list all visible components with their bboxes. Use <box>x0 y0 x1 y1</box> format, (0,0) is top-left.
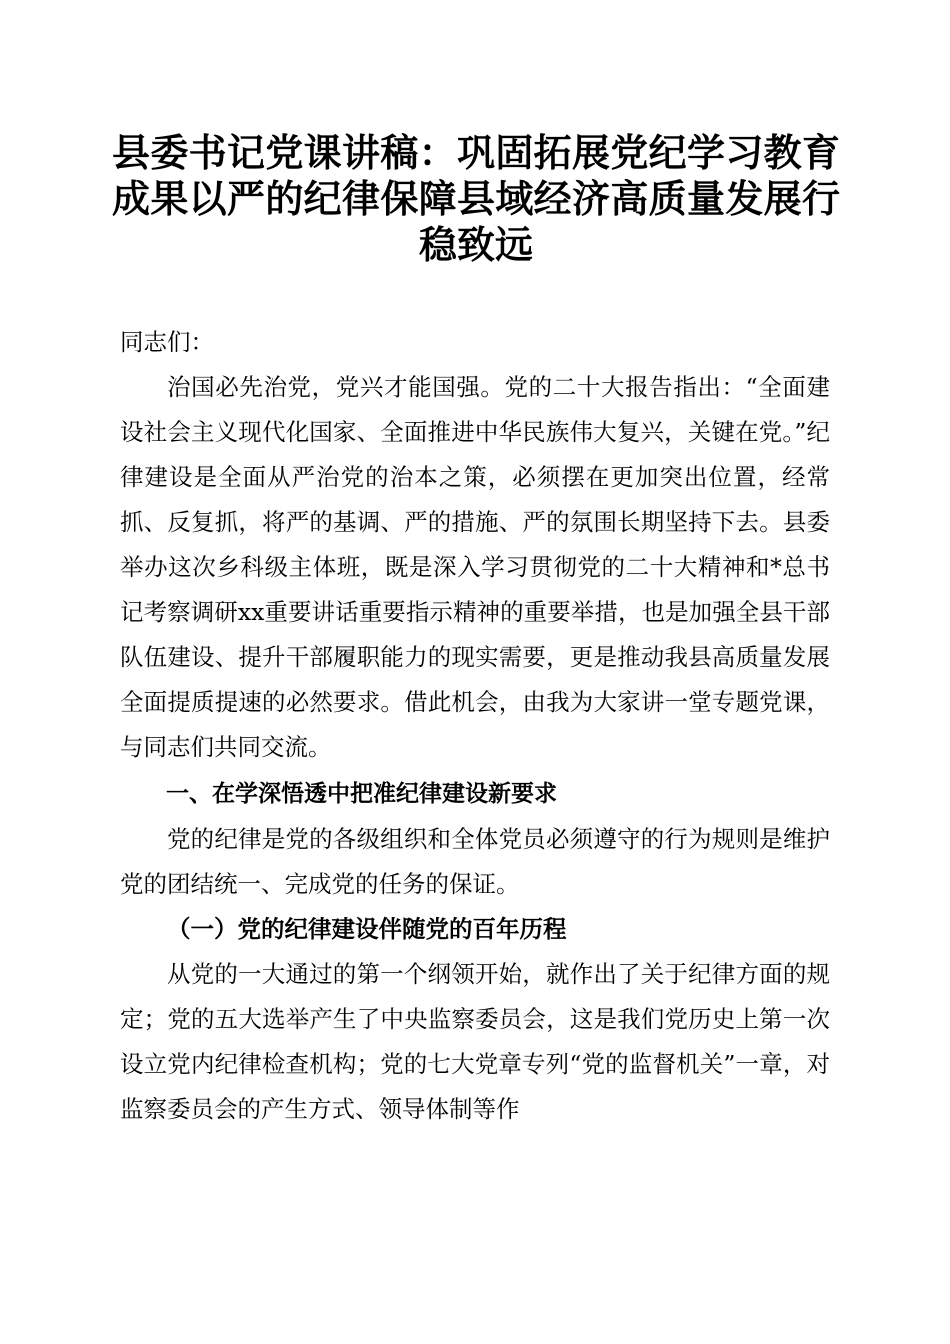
document-body <box>120 320 830 1132</box>
intro-paragraph: 治国必先治党，党兴才能国强。党的二十大报告指出：“全面建设社会主义现代化国家、全面推进中华民族伟大复兴，关键在党。”纪律建设是全面从严治党的治本之策，必须摆在更加突出位置，经常抓、反复抓，将严的基调、严的措施、严的氛围长期坚持下去。县委举办这次乡科级主体班，既是深入学习贯彻党的二十大精神和*总书记考察调研xx重要讲话重要指示精神的重要举措，也是加强全县干部队伍建设、提升干部履职能力的现实需要，更是推动我县高质量发展全面提质提速的必然要求。借此机会，由我为大家讲一堂专题党课，与同志们共同交流。 <box>120 373 830 761</box>
salutation: 同志们： <box>120 328 214 356</box>
document-title: 县委书记党课讲稿：巩固拓展党纪学习教育成果以严的纪律保障县域经济高质量发展行稳致远 <box>112 130 840 267</box>
subsection-1-paragraph: 从党的一大通过的第一个纲领开始，就作出了关于纪律方面的规定；党的五大选举产生了中央监察委员会，这是我们党历史上第一次设立党内纪律检查机构；党的七大党章专列“党的监督机关”一章，对监察委员会的产生方式、领导体制等作 <box>120 960 830 1123</box>
subsection-heading-1: （一）党的纪律建设伴随党的百年历程 <box>167 915 567 943</box>
section-1-paragraph: 党的纪律是党的各级组织和全体党员必须遵守的行为规则是维护党的团结统一、完成党的任务的保证。 <box>120 825 830 898</box>
section-heading-1: 一、在学深悟透中把准纪律建设新要求 <box>166 781 557 807</box>
